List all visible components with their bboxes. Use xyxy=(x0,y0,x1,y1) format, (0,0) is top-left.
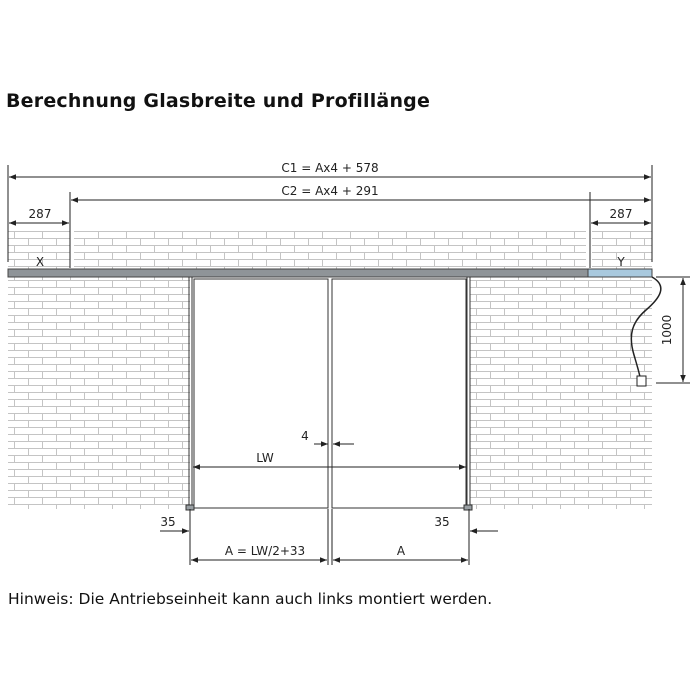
a-left-label: A = LW/2+33 xyxy=(224,544,306,558)
left-offset-label: 35 xyxy=(160,515,176,529)
drive-unit xyxy=(588,269,652,277)
wall-top-middle xyxy=(74,231,586,269)
right-floor-guide xyxy=(464,505,472,510)
lw-label: LW xyxy=(256,451,274,465)
right-end-label: 287 xyxy=(609,207,633,221)
wall-lower-left xyxy=(8,277,190,509)
rail-profile xyxy=(8,269,652,277)
c1-label: C1 = Ax4 + 578 xyxy=(281,161,379,175)
right-offset-label: 35 xyxy=(434,515,450,529)
left-end-label: 287 xyxy=(28,207,52,221)
label-y: Y xyxy=(617,255,625,269)
door-opening xyxy=(190,277,470,509)
label-x: X xyxy=(35,255,45,269)
a-right-label: A xyxy=(396,544,406,558)
wall-lower-right xyxy=(470,277,652,509)
note-text: Hinweis: Die Antriebseinheit kann auch links montiert werden. xyxy=(8,590,493,608)
page-title: Berechnung Glasbreite und Profillänge xyxy=(6,90,431,112)
gap-label: 4 xyxy=(301,429,309,443)
cable-label: 1000 xyxy=(660,314,674,346)
c2-label: C2 = Ax4 + 291 xyxy=(281,184,379,198)
cable-plug xyxy=(637,376,646,386)
